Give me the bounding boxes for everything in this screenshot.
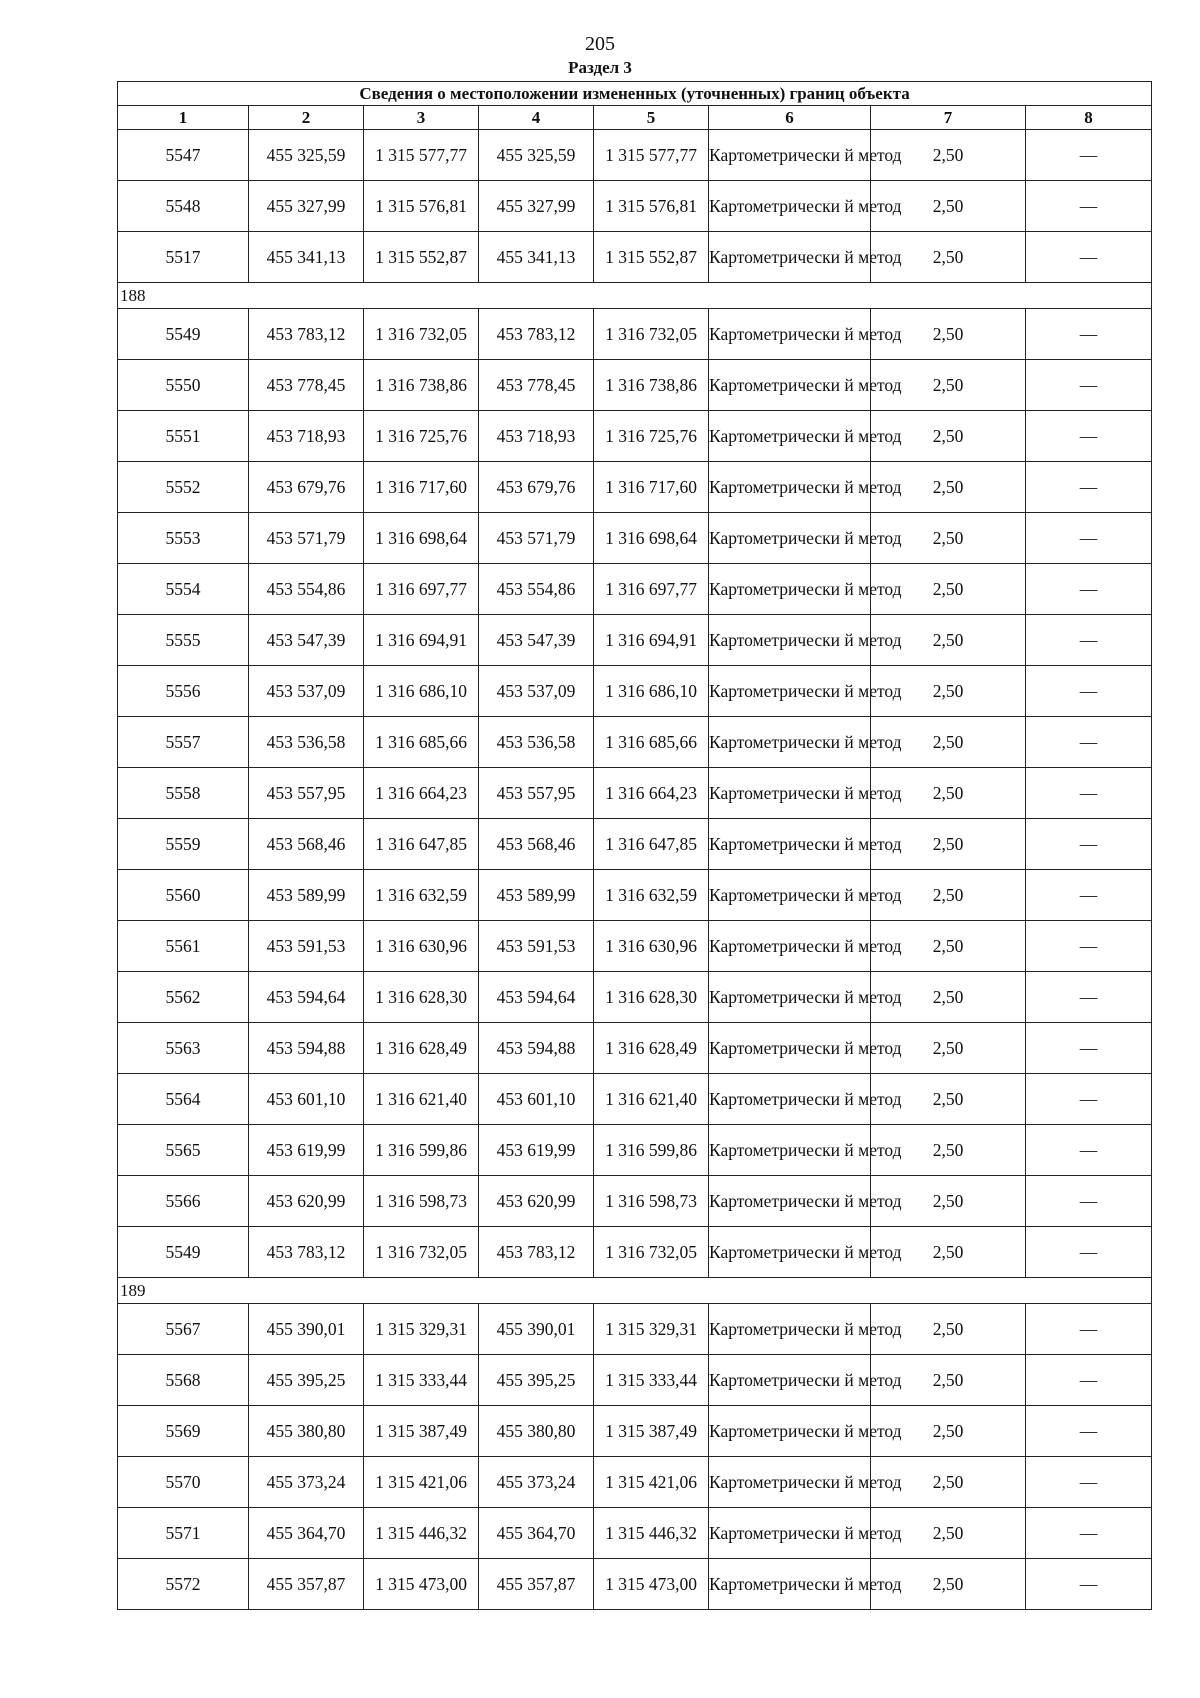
cell-col-5: 1 315 577,77 (594, 130, 709, 181)
cell-col-2: 453 557,95 (249, 768, 364, 819)
cell-col-3: 1 316 621,40 (364, 1074, 479, 1125)
cell-col-8: — (1026, 921, 1152, 972)
cell-col-1: 5560 (118, 870, 249, 921)
cell-col-1: 5566 (118, 1176, 249, 1227)
cell-col-3: 1 316 698,64 (364, 513, 479, 564)
cell-col-2: 455 390,01 (249, 1304, 364, 1355)
cell-col-4: 453 619,99 (479, 1125, 594, 1176)
column-header-4: 4 (479, 106, 594, 130)
cell-col-5: 1 315 473,00 (594, 1559, 709, 1610)
cell-col-8: — (1026, 360, 1152, 411)
cell-col-2: 455 364,70 (249, 1508, 364, 1559)
table-row (118, 1559, 1152, 1610)
cell-col-4: 453 537,09 (479, 666, 594, 717)
cell-col-6: Картометрически й метод (709, 717, 871, 768)
group-row (118, 1278, 1152, 1304)
cell-col-6: Картометрически й метод (709, 1304, 871, 1355)
cell-col-4: 455 341,13 (479, 232, 594, 283)
cell-col-6: Картометрически й метод (709, 309, 871, 360)
cell-col-1: 5562 (118, 972, 249, 1023)
cell-col-7: 2,50 (871, 819, 1026, 870)
cell-col-2: 453 620,99 (249, 1176, 364, 1227)
column-header-row (118, 106, 1152, 130)
cell-col-7: 2,50 (871, 1559, 1026, 1610)
table-row (118, 130, 1152, 181)
cell-col-7: 2,50 (871, 870, 1026, 921)
cell-col-6: Картометрически й метод (709, 1406, 871, 1457)
cell-col-6: Картометрически й метод (709, 181, 871, 232)
cell-col-4: 453 594,64 (479, 972, 594, 1023)
cell-col-1: 5552 (118, 462, 249, 513)
table-row (118, 411, 1152, 462)
cell-col-5: 1 316 647,85 (594, 819, 709, 870)
cell-col-8: — (1026, 870, 1152, 921)
cell-col-3: 1 316 686,10 (364, 666, 479, 717)
cell-col-8: — (1026, 1176, 1152, 1227)
cell-col-5: 1 315 329,31 (594, 1304, 709, 1355)
cell-col-3: 1 315 552,87 (364, 232, 479, 283)
cell-col-4: 455 380,80 (479, 1406, 594, 1457)
table-row (118, 1125, 1152, 1176)
cell-col-3: 1 316 630,96 (364, 921, 479, 972)
cell-col-2: 453 568,46 (249, 819, 364, 870)
cell-col-2: 455 341,13 (249, 232, 364, 283)
cell-col-3: 1 316 725,76 (364, 411, 479, 462)
cell-col-4: 453 620,99 (479, 1176, 594, 1227)
cell-col-4: 453 591,53 (479, 921, 594, 972)
cell-col-5: 1 316 628,49 (594, 1023, 709, 1074)
cell-col-7: 2,50 (871, 921, 1026, 972)
cell-col-4: 455 327,99 (479, 181, 594, 232)
cell-col-8: — (1026, 564, 1152, 615)
cell-col-3: 1 316 628,49 (364, 1023, 479, 1074)
cell-col-6: Картометрически й метод (709, 819, 871, 870)
cell-col-3: 1 316 628,30 (364, 972, 479, 1023)
cell-col-1: 5554 (118, 564, 249, 615)
cell-col-8: — (1026, 1304, 1152, 1355)
cell-col-3: 1 316 685,66 (364, 717, 479, 768)
cell-col-2: 453 718,93 (249, 411, 364, 462)
cell-col-2: 455 325,59 (249, 130, 364, 181)
table-row (118, 360, 1152, 411)
cell-col-5: 1 315 552,87 (594, 232, 709, 283)
cell-col-7: 2,50 (871, 1457, 1026, 1508)
table-row (118, 870, 1152, 921)
cell-col-5: 1 315 446,32 (594, 1508, 709, 1559)
column-header-6: 6 (709, 106, 871, 130)
cell-col-7: 2,50 (871, 1074, 1026, 1125)
cell-col-2: 453 589,99 (249, 870, 364, 921)
cell-col-7: 2,50 (871, 717, 1026, 768)
cell-col-3: 1 316 732,05 (364, 309, 479, 360)
cell-col-1: 5548 (118, 181, 249, 232)
cell-col-5: 1 316 630,96 (594, 921, 709, 972)
cell-col-4: 453 778,45 (479, 360, 594, 411)
table-row (118, 1074, 1152, 1125)
cell-col-8: — (1026, 666, 1152, 717)
coordinates-table (117, 81, 1152, 1610)
cell-col-6: Картометрически й метод (709, 360, 871, 411)
column-header-1: 1 (118, 106, 249, 130)
table-row (118, 819, 1152, 870)
cell-col-1: 5565 (118, 1125, 249, 1176)
cell-col-6: Картометрически й метод (709, 666, 871, 717)
cell-col-3: 1 315 576,81 (364, 181, 479, 232)
cell-col-4: 455 325,59 (479, 130, 594, 181)
cell-col-4: 453 557,95 (479, 768, 594, 819)
cell-col-7: 2,50 (871, 1406, 1026, 1457)
cell-col-5: 1 316 725,76 (594, 411, 709, 462)
cell-col-2: 453 571,79 (249, 513, 364, 564)
cell-col-3: 1 316 732,05 (364, 1227, 479, 1278)
cell-col-2: 453 778,45 (249, 360, 364, 411)
cell-col-3: 1 316 664,23 (364, 768, 479, 819)
cell-col-4: 455 373,24 (479, 1457, 594, 1508)
cell-col-7: 2,50 (871, 666, 1026, 717)
cell-col-7: 2,50 (871, 1508, 1026, 1559)
group-label: 189 (118, 1278, 1152, 1304)
cell-col-2: 453 594,64 (249, 972, 364, 1023)
cell-col-7: 2,50 (871, 309, 1026, 360)
cell-col-2: 453 591,53 (249, 921, 364, 972)
cell-col-8: — (1026, 462, 1152, 513)
table-row (118, 181, 1152, 232)
cell-col-8: — (1026, 1559, 1152, 1610)
cell-col-7: 2,50 (871, 462, 1026, 513)
table-body (118, 130, 1152, 1610)
table-row (118, 921, 1152, 972)
cell-col-6: Картометрически й метод (709, 870, 871, 921)
cell-col-3: 1 315 577,77 (364, 130, 479, 181)
cell-col-8: — (1026, 819, 1152, 870)
cell-col-4: 453 547,39 (479, 615, 594, 666)
cell-col-3: 1 316 738,86 (364, 360, 479, 411)
cell-col-6: Картометрически й метод (709, 1457, 871, 1508)
cell-col-5: 1 316 685,66 (594, 717, 709, 768)
cell-col-7: 2,50 (871, 360, 1026, 411)
cell-col-8: — (1026, 130, 1152, 181)
table-row (118, 666, 1152, 717)
cell-col-5: 1 316 732,05 (594, 309, 709, 360)
cell-col-2: 453 783,12 (249, 1227, 364, 1278)
cell-col-8: — (1026, 1227, 1152, 1278)
table-row (118, 1406, 1152, 1457)
cell-col-1: 5556 (118, 666, 249, 717)
table-row (118, 1304, 1152, 1355)
cell-col-8: — (1026, 768, 1152, 819)
cell-col-2: 455 380,80 (249, 1406, 364, 1457)
cell-col-6: Картометрически й метод (709, 1023, 871, 1074)
cell-col-8: — (1026, 972, 1152, 1023)
cell-col-2: 453 783,12 (249, 309, 364, 360)
cell-col-2: 453 594,88 (249, 1023, 364, 1074)
table-row (118, 309, 1152, 360)
cell-col-1: 5558 (118, 768, 249, 819)
cell-col-7: 2,50 (871, 1355, 1026, 1406)
cell-col-1: 5547 (118, 130, 249, 181)
cell-col-5: 1 316 694,91 (594, 615, 709, 666)
cell-col-1: 5564 (118, 1074, 249, 1125)
cell-col-6: Картометрически й метод (709, 1176, 871, 1227)
cell-col-4: 453 679,76 (479, 462, 594, 513)
cell-col-5: 1 316 664,23 (594, 768, 709, 819)
group-row (118, 283, 1152, 309)
cell-col-7: 2,50 (871, 1304, 1026, 1355)
cell-col-8: — (1026, 1508, 1152, 1559)
table-row (118, 1227, 1152, 1278)
cell-col-3: 1 316 697,77 (364, 564, 479, 615)
cell-col-1: 5550 (118, 360, 249, 411)
cell-col-6: Картометрически й метод (709, 1074, 871, 1125)
cell-col-3: 1 315 446,32 (364, 1508, 479, 1559)
cell-col-5: 1 316 732,05 (594, 1227, 709, 1278)
table-row (118, 564, 1152, 615)
cell-col-8: — (1026, 1074, 1152, 1125)
cell-col-7: 2,50 (871, 181, 1026, 232)
cell-col-5: 1 316 697,77 (594, 564, 709, 615)
table-row (118, 232, 1152, 283)
cell-col-6: Картометрически й метод (709, 462, 871, 513)
cell-col-4: 453 601,10 (479, 1074, 594, 1125)
cell-col-5: 1 316 632,59 (594, 870, 709, 921)
cell-col-1: 5517 (118, 232, 249, 283)
cell-col-3: 1 316 632,59 (364, 870, 479, 921)
table-caption: Сведения о местоположении измененных (уточненных) границ объекта (118, 82, 1152, 106)
cell-col-6: Картометрически й метод (709, 921, 871, 972)
cell-col-6: Картометрически й метод (709, 513, 871, 564)
group-label: 188 (118, 283, 1152, 309)
cell-col-6: Картометрически й метод (709, 615, 871, 666)
table-row (118, 615, 1152, 666)
cell-col-4: 453 783,12 (479, 1227, 594, 1278)
cell-col-4: 453 571,79 (479, 513, 594, 564)
cell-col-4: 453 718,93 (479, 411, 594, 462)
table-row (118, 1508, 1152, 1559)
cell-col-4: 455 357,87 (479, 1559, 594, 1610)
cell-col-4: 455 364,70 (479, 1508, 594, 1559)
cell-col-8: — (1026, 717, 1152, 768)
cell-col-8: — (1026, 411, 1152, 462)
cell-col-8: — (1026, 1355, 1152, 1406)
cell-col-4: 453 589,99 (479, 870, 594, 921)
cell-col-3: 1 316 647,85 (364, 819, 479, 870)
cell-col-1: 5567 (118, 1304, 249, 1355)
column-header-7: 7 (871, 106, 1026, 130)
cell-col-5: 1 316 717,60 (594, 462, 709, 513)
cell-col-4: 455 390,01 (479, 1304, 594, 1355)
cell-col-2: 455 395,25 (249, 1355, 364, 1406)
cell-col-3: 1 316 598,73 (364, 1176, 479, 1227)
cell-col-2: 453 619,99 (249, 1125, 364, 1176)
cell-col-6: Картометрически й метод (709, 768, 871, 819)
cell-col-6: Картометрически й метод (709, 972, 871, 1023)
cell-col-5: 1 316 738,86 (594, 360, 709, 411)
cell-col-2: 455 327,99 (249, 181, 364, 232)
cell-col-8: — (1026, 181, 1152, 232)
cell-col-3: 1 316 717,60 (364, 462, 479, 513)
table-row (118, 1176, 1152, 1227)
cell-col-1: 5571 (118, 1508, 249, 1559)
cell-col-5: 1 316 698,64 (594, 513, 709, 564)
cell-col-5: 1 316 599,86 (594, 1125, 709, 1176)
cell-col-2: 453 601,10 (249, 1074, 364, 1125)
cell-col-5: 1 316 628,30 (594, 972, 709, 1023)
cell-col-4: 453 568,46 (479, 819, 594, 870)
cell-col-5: 1 315 333,44 (594, 1355, 709, 1406)
cell-col-2: 453 537,09 (249, 666, 364, 717)
cell-col-7: 2,50 (871, 1176, 1026, 1227)
cell-col-4: 453 554,86 (479, 564, 594, 615)
cell-col-6: Картометрически й метод (709, 1355, 871, 1406)
column-header-8: 8 (1026, 106, 1152, 130)
table-row (118, 1457, 1152, 1508)
cell-col-2: 453 536,58 (249, 717, 364, 768)
cell-col-3: 1 316 694,91 (364, 615, 479, 666)
cell-col-6: Картометрически й метод (709, 1227, 871, 1278)
column-header-5: 5 (594, 106, 709, 130)
table-row (118, 972, 1152, 1023)
cell-col-1: 5569 (118, 1406, 249, 1457)
table-row (118, 768, 1152, 819)
section-title: Раздел 3 (568, 58, 632, 77)
cell-col-5: 1 316 621,40 (594, 1074, 709, 1125)
column-header-2: 2 (249, 106, 364, 130)
cell-col-6: Картометрически й метод (709, 130, 871, 181)
cell-col-7: 2,50 (871, 513, 1026, 564)
cell-col-1: 5551 (118, 411, 249, 462)
cell-col-1: 5553 (118, 513, 249, 564)
cell-col-7: 2,50 (871, 411, 1026, 462)
cell-col-7: 2,50 (871, 564, 1026, 615)
cell-col-1: 5561 (118, 921, 249, 972)
cell-col-8: — (1026, 232, 1152, 283)
table-row (118, 462, 1152, 513)
page-number: 205 (585, 33, 615, 55)
cell-col-6: Картометрически й метод (709, 232, 871, 283)
cell-col-1: 5572 (118, 1559, 249, 1610)
cell-col-6: Картометрически й метод (709, 1125, 871, 1176)
cell-col-5: 1 316 598,73 (594, 1176, 709, 1227)
table-row (118, 717, 1152, 768)
cell-col-7: 2,50 (871, 1023, 1026, 1074)
cell-col-7: 2,50 (871, 232, 1026, 283)
cell-col-6: Картометрически й метод (709, 411, 871, 462)
cell-col-1: 5557 (118, 717, 249, 768)
cell-col-1: 5549 (118, 309, 249, 360)
cell-col-8: — (1026, 615, 1152, 666)
cell-col-6: Картометрически й метод (709, 1508, 871, 1559)
cell-col-7: 2,50 (871, 972, 1026, 1023)
cell-col-5: 1 315 387,49 (594, 1406, 709, 1457)
cell-col-8: — (1026, 1457, 1152, 1508)
cell-col-2: 453 547,39 (249, 615, 364, 666)
cell-col-4: 455 395,25 (479, 1355, 594, 1406)
cell-col-8: — (1026, 309, 1152, 360)
cell-col-1: 5570 (118, 1457, 249, 1508)
cell-col-5: 1 316 686,10 (594, 666, 709, 717)
cell-col-8: — (1026, 1406, 1152, 1457)
cell-col-1: 5563 (118, 1023, 249, 1074)
cell-col-8: — (1026, 513, 1152, 564)
cell-col-2: 455 373,24 (249, 1457, 364, 1508)
cell-col-3: 1 316 599,86 (364, 1125, 479, 1176)
cell-col-7: 2,50 (871, 768, 1026, 819)
cell-col-4: 453 594,88 (479, 1023, 594, 1074)
cell-col-6: Картометрически й метод (709, 1559, 871, 1610)
cell-col-3: 1 315 473,00 (364, 1559, 479, 1610)
cell-col-7: 2,50 (871, 615, 1026, 666)
cell-col-3: 1 315 333,44 (364, 1355, 479, 1406)
cell-col-4: 453 536,58 (479, 717, 594, 768)
cell-col-5: 1 315 421,06 (594, 1457, 709, 1508)
table-row (118, 513, 1152, 564)
table-row (118, 1023, 1152, 1074)
cell-col-2: 453 679,76 (249, 462, 364, 513)
cell-col-1: 5555 (118, 615, 249, 666)
cell-col-2: 453 554,86 (249, 564, 364, 615)
cell-col-3: 1 315 329,31 (364, 1304, 479, 1355)
cell-col-7: 2,50 (871, 1125, 1026, 1176)
cell-col-3: 1 315 421,06 (364, 1457, 479, 1508)
cell-col-4: 453 783,12 (479, 309, 594, 360)
cell-col-1: 5549 (118, 1227, 249, 1278)
cell-col-2: 455 357,87 (249, 1559, 364, 1610)
cell-col-6: Картометрически й метод (709, 564, 871, 615)
cell-col-3: 1 315 387,49 (364, 1406, 479, 1457)
cell-col-1: 5559 (118, 819, 249, 870)
cell-col-1: 5568 (118, 1355, 249, 1406)
cell-col-8: — (1026, 1023, 1152, 1074)
table-row (118, 1355, 1152, 1406)
cell-col-7: 2,50 (871, 130, 1026, 181)
cell-col-7: 2,50 (871, 1227, 1026, 1278)
cell-col-5: 1 315 576,81 (594, 181, 709, 232)
column-header-3: 3 (364, 106, 479, 130)
cell-col-8: — (1026, 1125, 1152, 1176)
